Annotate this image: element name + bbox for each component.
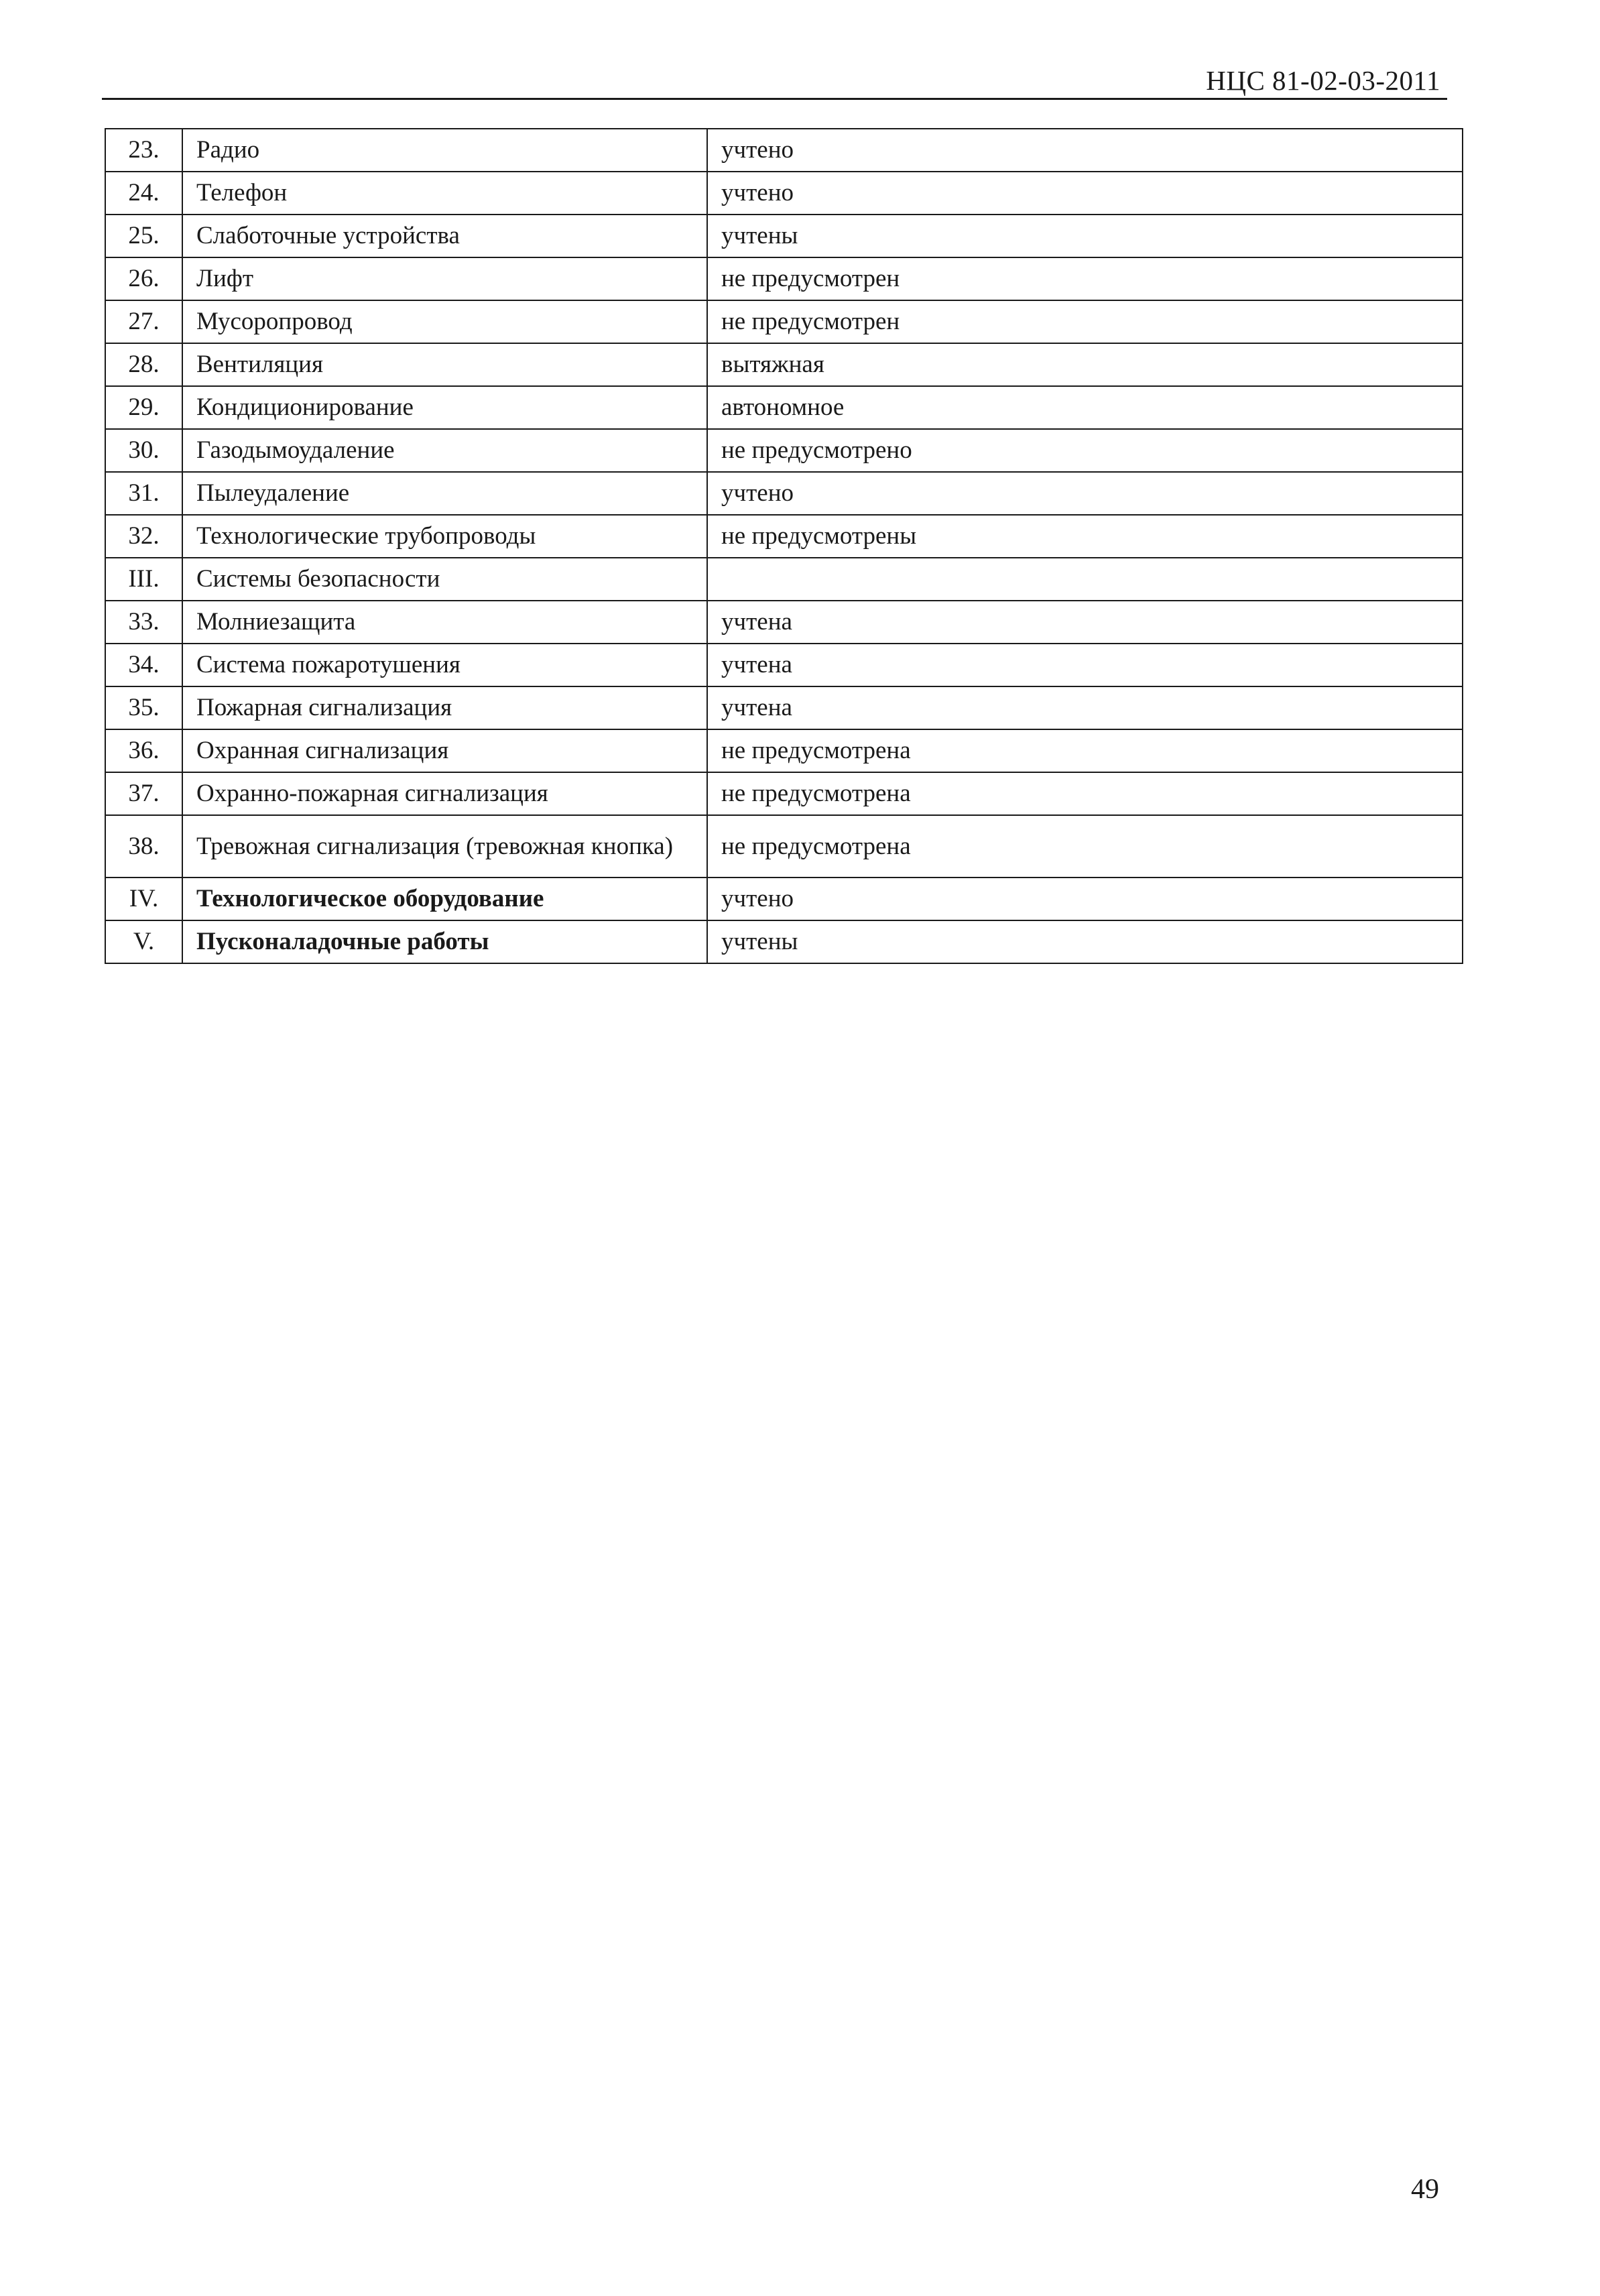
table-row xyxy=(105,601,1463,644)
item-value-cell: вытяжная xyxy=(707,343,1463,386)
item-value-cell: не предусмотрены xyxy=(707,515,1463,558)
table-row xyxy=(105,429,1463,472)
item-name-cell: Охранно-пожарная сигнализация xyxy=(182,772,707,815)
row-number-cell: 31. xyxy=(105,472,182,515)
item-value-cell xyxy=(707,558,1463,601)
row-number-cell: 36. xyxy=(105,729,182,772)
table-row xyxy=(105,215,1463,257)
row-number-cell: 23. xyxy=(105,129,182,172)
table-row xyxy=(105,343,1463,386)
row-number-cell: 30. xyxy=(105,429,182,472)
item-name-cell: Газодымоудаление xyxy=(182,429,707,472)
row-number-cell: 32. xyxy=(105,515,182,558)
item-name-cell: Пылеудаление xyxy=(182,472,707,515)
item-name-cell: Лифт xyxy=(182,257,707,300)
item-name-cell: Слаботочные устройства xyxy=(182,215,707,257)
row-number-cell: V. xyxy=(105,920,182,963)
item-value-cell: учтено xyxy=(707,172,1463,215)
row-number-cell: 33. xyxy=(105,601,182,644)
item-value-cell: не предусмотрен xyxy=(707,257,1463,300)
specification-table xyxy=(105,128,1463,964)
page-number: 49 xyxy=(1411,2174,1439,2205)
item-name-cell: Вентиляция xyxy=(182,343,707,386)
specification-table-body xyxy=(105,129,1463,963)
row-number-cell: 35. xyxy=(105,686,182,729)
row-number-cell: 29. xyxy=(105,386,182,429)
item-name-cell: Технологическое оборудование xyxy=(182,878,707,920)
item-name-cell: Охранная сигнализация xyxy=(182,729,707,772)
row-number-cell: 37. xyxy=(105,772,182,815)
table-row xyxy=(105,257,1463,300)
table-row xyxy=(105,772,1463,815)
item-value-cell: учтено xyxy=(707,129,1463,172)
table-row xyxy=(105,878,1463,920)
row-number-cell: 27. xyxy=(105,300,182,343)
item-name-cell: Мусоропровод xyxy=(182,300,707,343)
item-name-cell: Телефон xyxy=(182,172,707,215)
item-value-cell: не предусмотрена xyxy=(707,815,1463,878)
item-name-cell: Пусконаладочные работы xyxy=(182,920,707,963)
table-row xyxy=(105,815,1463,878)
table-row xyxy=(105,644,1463,686)
table-row xyxy=(105,129,1463,172)
item-value-cell: не предусмотрен xyxy=(707,300,1463,343)
row-number-cell: III. xyxy=(105,558,182,601)
table-row xyxy=(105,686,1463,729)
row-number-cell: 28. xyxy=(105,343,182,386)
header-divider xyxy=(102,98,1447,100)
item-value-cell: учтено xyxy=(707,878,1463,920)
row-number-cell: 38. xyxy=(105,815,182,878)
table-row xyxy=(105,172,1463,215)
item-name-cell: Технологические трубопроводы xyxy=(182,515,707,558)
table-row xyxy=(105,515,1463,558)
item-value-cell: учтены xyxy=(707,215,1463,257)
item-value-cell: учтены xyxy=(707,920,1463,963)
document-code: НЦС 81-02-03-2011 xyxy=(1206,65,1440,96)
item-name-cell: Тревожная сигнализация (тревожная кнопка) xyxy=(182,815,707,878)
item-value-cell: не предусмотрена xyxy=(707,772,1463,815)
item-name-cell: Система пожаротушения xyxy=(182,644,707,686)
table-row xyxy=(105,386,1463,429)
row-number-cell: 24. xyxy=(105,172,182,215)
item-value-cell: не предусмотрено xyxy=(707,429,1463,472)
item-value-cell: учтена xyxy=(707,601,1463,644)
item-value-cell: учтена xyxy=(707,686,1463,729)
item-name-cell: Системы безопасности xyxy=(182,558,707,601)
item-value-cell: не предусмотрена xyxy=(707,729,1463,772)
item-value-cell: учтена xyxy=(707,644,1463,686)
row-number-cell: IV. xyxy=(105,878,182,920)
table-row xyxy=(105,558,1463,601)
table-row xyxy=(105,300,1463,343)
item-value-cell: учтено xyxy=(707,472,1463,515)
table-row xyxy=(105,472,1463,515)
table-row xyxy=(105,729,1463,772)
item-name-cell: Молниезащита xyxy=(182,601,707,644)
row-number-cell: 34. xyxy=(105,644,182,686)
item-name-cell: Радио xyxy=(182,129,707,172)
table-row xyxy=(105,920,1463,963)
item-value-cell: автономное xyxy=(707,386,1463,429)
item-name-cell: Пожарная сигнализация xyxy=(182,686,707,729)
row-number-cell: 25. xyxy=(105,215,182,257)
row-number-cell: 26. xyxy=(105,257,182,300)
item-name-cell: Кондиционирование xyxy=(182,386,707,429)
